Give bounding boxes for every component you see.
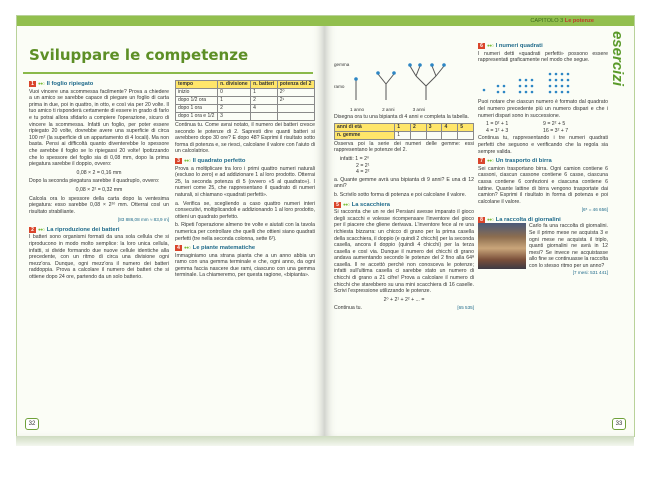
left-page [16, 15, 325, 437]
difficulty-dots-icon: ●●○ [38, 81, 45, 86]
exercise-3-text: Prova a moltiplicare tra loro i primi quattro numeri naturali (escluso lo zero) e ad addizionare 1 al loro prodotto. Otterrai 25, la seconda potenza di 5 (ovvero «5 al quadrato»). I numeri come 25, che rappresentano il quadrato di numeri naturali, si chiamano «quadrati perfetti». [175, 165, 315, 198]
exercise-2-heading [29, 227, 169, 234]
table-cell: anni di età [335, 123, 395, 131]
exercise-2-text: I batteri sono organismi formati da una sola cellula che si riproducono in modo molto semplice: la loro unica cellula, infatti, si divide formando due nuove cellule identiche alla precedente, con un ritmo di circa una divisione ogni mezz'ora. Dunque, ogni mezz'ora il numero dei batteri raddoppia. Prova a calcolare il numero dei batteri che si ottiene dopo 24 ore, partendo da un solo batterio. [29, 234, 169, 281]
table-cell: 1 [395, 131, 411, 139]
year-label: 1 anno [350, 106, 365, 112]
exercise-title: La scacchiera [351, 201, 391, 208]
exercise-number: 3 [175, 158, 182, 164]
exercise-1-text-2: Dopo la seconda piegatura sarebbe il quadruplo, ovvero: [29, 178, 160, 185]
table-cell: 4 [442, 123, 458, 131]
exercise-8-answer: [7 mesi: 531 441] [572, 269, 608, 275]
table-row [176, 113, 315, 121]
power-line: infatti: 1 = 2⁰ [340, 155, 370, 162]
exercise-number: 8 [478, 217, 485, 223]
difficulty-dots-icon: ●●○ [487, 43, 494, 48]
exercise-5-answer: [65 535] [457, 305, 474, 311]
difficulty-dots-icon: ●●○ [38, 226, 45, 232]
exercise-number: 7 [478, 158, 485, 164]
exercise-1-heading [29, 81, 169, 88]
chapter-header [530, 18, 594, 24]
question-b: b. Scrivilo sotto forma di potenza e poi calcolane il valore. [334, 191, 467, 198]
page-number-right: 33 [612, 418, 626, 430]
table-cell [458, 131, 474, 139]
dot-squares-icon [478, 66, 598, 96]
equation: 9 = 2² + 5 [543, 121, 566, 128]
table-cell [277, 113, 314, 121]
exercise-title: La raccolta di giornalini [495, 216, 561, 223]
exercise-7-heading [478, 158, 608, 165]
year-label: 3 anni [412, 106, 426, 112]
label-ramo: ramo [334, 84, 345, 89]
table-cell: n. gemme [335, 131, 395, 139]
exercise-4-continuation: Disegna ora tu una bipianta di 4 anni e completa la tabella. [334, 114, 469, 121]
table-header-row [176, 81, 315, 89]
exercise-2-continuation: Continua tu. Come avrai notato, il numero dei batteri cresce secondo le potenze di 2. Sapresti dire quanti batteri si avrebbero dopo 30 ore? E dopo 48? Esprimi il risultato sotto forma di potenza e, se riesci, calcolane il valore con l'aiuto di un calcolatrice. [175, 122, 315, 155]
exercise-1-text-3: Calcola ora lo spessore della carta dopo la ventesima piegatura: esso sarebbe 0,08 × 2²⁰ mm. Otterrai così un risultato strabiliante. [29, 195, 169, 215]
table-header-cell: n. divisione [218, 81, 251, 89]
exercise-6-text: I numeri detti «quadrati perfetti» possono essere rappresentati graficamente nel modo che segue. [478, 50, 608, 64]
chapter-label: CAPITOLO 3 [530, 18, 564, 24]
difficulty-dots-icon: ●●○ [184, 245, 191, 251]
tree-diagram-icon [334, 56, 464, 104]
page-title: Sviluppare le competenze [29, 46, 249, 64]
table-header-cell: n. batteri [251, 81, 278, 89]
table-row [335, 131, 474, 139]
exercise-6-text-2: Puoi notare che ciascun numero è formato dal quadrato del numero precedente più un numero dispari e che i numeri dispari sono in successione. [478, 99, 608, 119]
formula-2: 0,08 × 2² = 0,32 mm [75, 186, 123, 193]
formula-1: 0,08 × 2 = 0,16 mm [76, 169, 122, 176]
label-gemma: gemma [334, 62, 350, 67]
table-cell: 2 [218, 105, 251, 113]
exercise-8-body [478, 223, 608, 269]
equation: 1 = 0² + 1 [486, 121, 509, 128]
table-cell: dopo 1 ora [176, 105, 218, 113]
exercise-4-text-2: Osserva poi la serie dei numeri delle gemme: essi rappresentano le potenze del 2. [334, 140, 474, 154]
table-row [176, 97, 315, 105]
table-header-cell: tempo [176, 81, 218, 89]
exercise-number: 4 [175, 245, 182, 251]
table-cell: 4 [251, 105, 278, 113]
exercise-title: La riproduzione dei batteri [46, 226, 120, 233]
exercise-7-text: Sei camion trasportano birra. Ogni camion contiene 6 cassoni, ciascun cassone contiene 6 casse, ciascuna cassa contiene 6 confezioni e ciascuna contiene 6 lattine. Quante lattine di birra vengono trasportate dai camion? Esprimi il risultato in forma di potenza e poi calcolane il valore. [478, 165, 608, 205]
difficulty-dots-icon: ●●○ [343, 201, 350, 207]
left-column-2 [175, 80, 315, 281]
exercise-5-text: Si racconta che un re dei Persiani avesse imparato il gioco degli scacchi e volesse ricompensare l'inventore del gioco per il piacere che gliene derivava. L'inventore fece al re una richiesta bizzarra: un chicco di grano per la prima casella della scacchiera, il doppio (e quindi 2 chicchi) per la seconda casella, ancora il doppio (quindi 4 chicchi) per la terza casella e così via. Dunque il numero dei chicchi di grano andava aumentando secondo le potenze del 2 fino alla 64ª casella. Il re accettò perché non conosceva le potenze; infatti sull'ultima casella ci sarebbe stato un numero di chicchi di grano a 21 cifre! Prova a calcolare il numero di chicchi che starebbero su una mini scacchiera di 16 caselle. Scrivi l'espressione utilizzando le potenze. [334, 209, 474, 295]
powers-list [334, 156, 474, 176]
exercise-6-heading [478, 43, 608, 50]
right-page [324, 15, 635, 437]
table-cell [442, 131, 458, 139]
difficulty-dots-icon: ●●○ [487, 158, 494, 164]
bacteria-table [175, 80, 315, 121]
title-bar [23, 46, 313, 74]
table-row [176, 89, 315, 97]
exercise-4-text: Immaginiamo una strana pianta che a un anno abbia un ramo con una gemma terminale e che, ogni anno, da ogni gemma faccia nascere due rami, ciascuno con una gemma terminale. La chiameremo, per questa ragione, «bipianta». [175, 252, 315, 279]
chapter-title: Le potenze [564, 18, 594, 24]
difficulty-dots-icon: ●●○ [184, 157, 191, 163]
exercise-7-answer: [6⁵ = 46 656] [581, 207, 608, 213]
table-header-cell: potenza del 2 [277, 81, 314, 89]
table-cell [426, 131, 442, 139]
exercise-6-text-3: Continua tu, rappresentando i tre numeri quadrati perfetti che seguono e verificando che la regola sia sempre valida. [478, 135, 608, 155]
equation: 16 = 3² + 7 [543, 127, 569, 134]
table-row [176, 105, 315, 113]
equation: 4 = 1² + 3 [486, 127, 509, 134]
exercise-3-b: b. Ripeti l'operazione almeno tre volte e aiutati con la tavola numerica per controllare che quelli che ottieni siano quadrati perfetti (tre nella seconda colonna, sette 6²). [175, 222, 315, 242]
exercise-3-heading [175, 158, 315, 165]
exercise-3-a: a. Verifica se, scegliendo a caso quattro numeri interi consecutivi, moltiplicandoli e addizionando 1 al loro prodotto, ottieni un quadrato perfetto. [175, 200, 315, 220]
table-row [335, 123, 474, 131]
table-cell: 3 [426, 123, 442, 131]
table-cell [277, 105, 314, 113]
table-cell: 5 [458, 123, 474, 131]
table-cell: 2 [410, 123, 426, 131]
table-cell: 1 [395, 123, 411, 131]
table-cell: 2 [251, 97, 278, 105]
page-number-left: 32 [25, 418, 39, 430]
exercise-number: 2 [29, 227, 36, 233]
left-column-1 [29, 78, 169, 283]
exercise-5-heading [334, 202, 474, 209]
gem-table [334, 123, 474, 140]
top-green-band [17, 16, 325, 26]
exercise-1-text: Vuoi vincere una scommessa facilmente? Prova a chiedere a un amico se sarebbe capace di piegare un foglio di carta prima in due, poi in quattro, in otto, e così via per 20 volte. Il tuo amico ti risponderà certamente di essere in grado di farlo e tu potrai allora sfidarlo a compiere l'operazione, sicuro di vincere la scommessa. Infatti un foglio, per poter essere ripiegato 20 volte, dovrebbe avere una superficie di circa 100 m² (la superficie di un appartamento di 4 locali). Ma non basta. Pensi ai difficoltà quanto diventerebbe lo spessore che avrebbe il foglio se lo ripiegassi 20 volte! Ipotizzando che lo spessore del foglio sia di 0,08 mm, dopo la prima piegatura sarebbe il doppio, ovvero: [29, 88, 169, 168]
table-cell: dopo 1 ora e 1/2 [176, 113, 218, 121]
table-cell: 0 [218, 89, 251, 97]
power-line: 2 = 2¹ [356, 162, 370, 169]
exercise-8-text: Carlo fa una raccolta di giornalini. Se il primo mese ne acquista 3 e ogni mese ne acquista il triplo, quanti giornalini ne avrà in 12 mesi? Se invece ne acquistasse allo fine se continuasse la raccolta con lo stesso ritmo per un anno? [529, 223, 609, 270]
exercise-8-heading [478, 217, 608, 224]
exercise-1-answer: [83 886,08 mm ≈ 83,9 m] [117, 217, 169, 223]
equations-grid [478, 121, 608, 134]
right-column-1 [334, 56, 474, 312]
continue-text: Continua tu. [334, 305, 362, 312]
table-cell: dopo 1/2 ora [176, 97, 218, 105]
tree-year-labels [334, 107, 474, 114]
comics-photo-image [478, 223, 526, 269]
exercise-title: Il foglio ripiegato [46, 81, 94, 87]
exercise-title: Il quadrato perfetto [192, 157, 246, 164]
table-cell: 2⁰ [277, 89, 314, 97]
exercise-5-footer [334, 305, 474, 312]
table-cell: 1 [251, 89, 278, 97]
exercise-title: Un trasporto di birra [495, 158, 552, 165]
table-cell [251, 113, 278, 121]
exercise-number: 1 [29, 81, 36, 87]
table-cell [410, 131, 426, 139]
table-cell: inizio [176, 89, 218, 97]
table-cell: 1 [218, 97, 251, 105]
exercise-number: 6 [478, 43, 485, 49]
page-edge-shadow [16, 436, 634, 446]
table-cell: 3 [218, 113, 251, 121]
year-label: 2 anni [382, 106, 395, 112]
exercise-4-heading [175, 245, 315, 252]
question-a: a. Quante gemme avrà una bipianta di 9 anni? E una di 12 anni? [334, 176, 474, 190]
exercise-5-expression: 2⁰ + 2¹ + 2² + ... = [383, 296, 425, 303]
table-cell: 2¹ [277, 97, 314, 105]
exercise-title: Le piante matematiche [192, 245, 256, 252]
exercise-title: I numeri quadrati [495, 43, 543, 49]
exercise-number: 5 [334, 202, 341, 208]
power-line: 4 = 2² [356, 169, 370, 176]
difficulty-dots-icon: ●●○ [487, 216, 494, 222]
side-tab-label: esercizi [609, 30, 626, 86]
right-column-2 [478, 40, 608, 276]
